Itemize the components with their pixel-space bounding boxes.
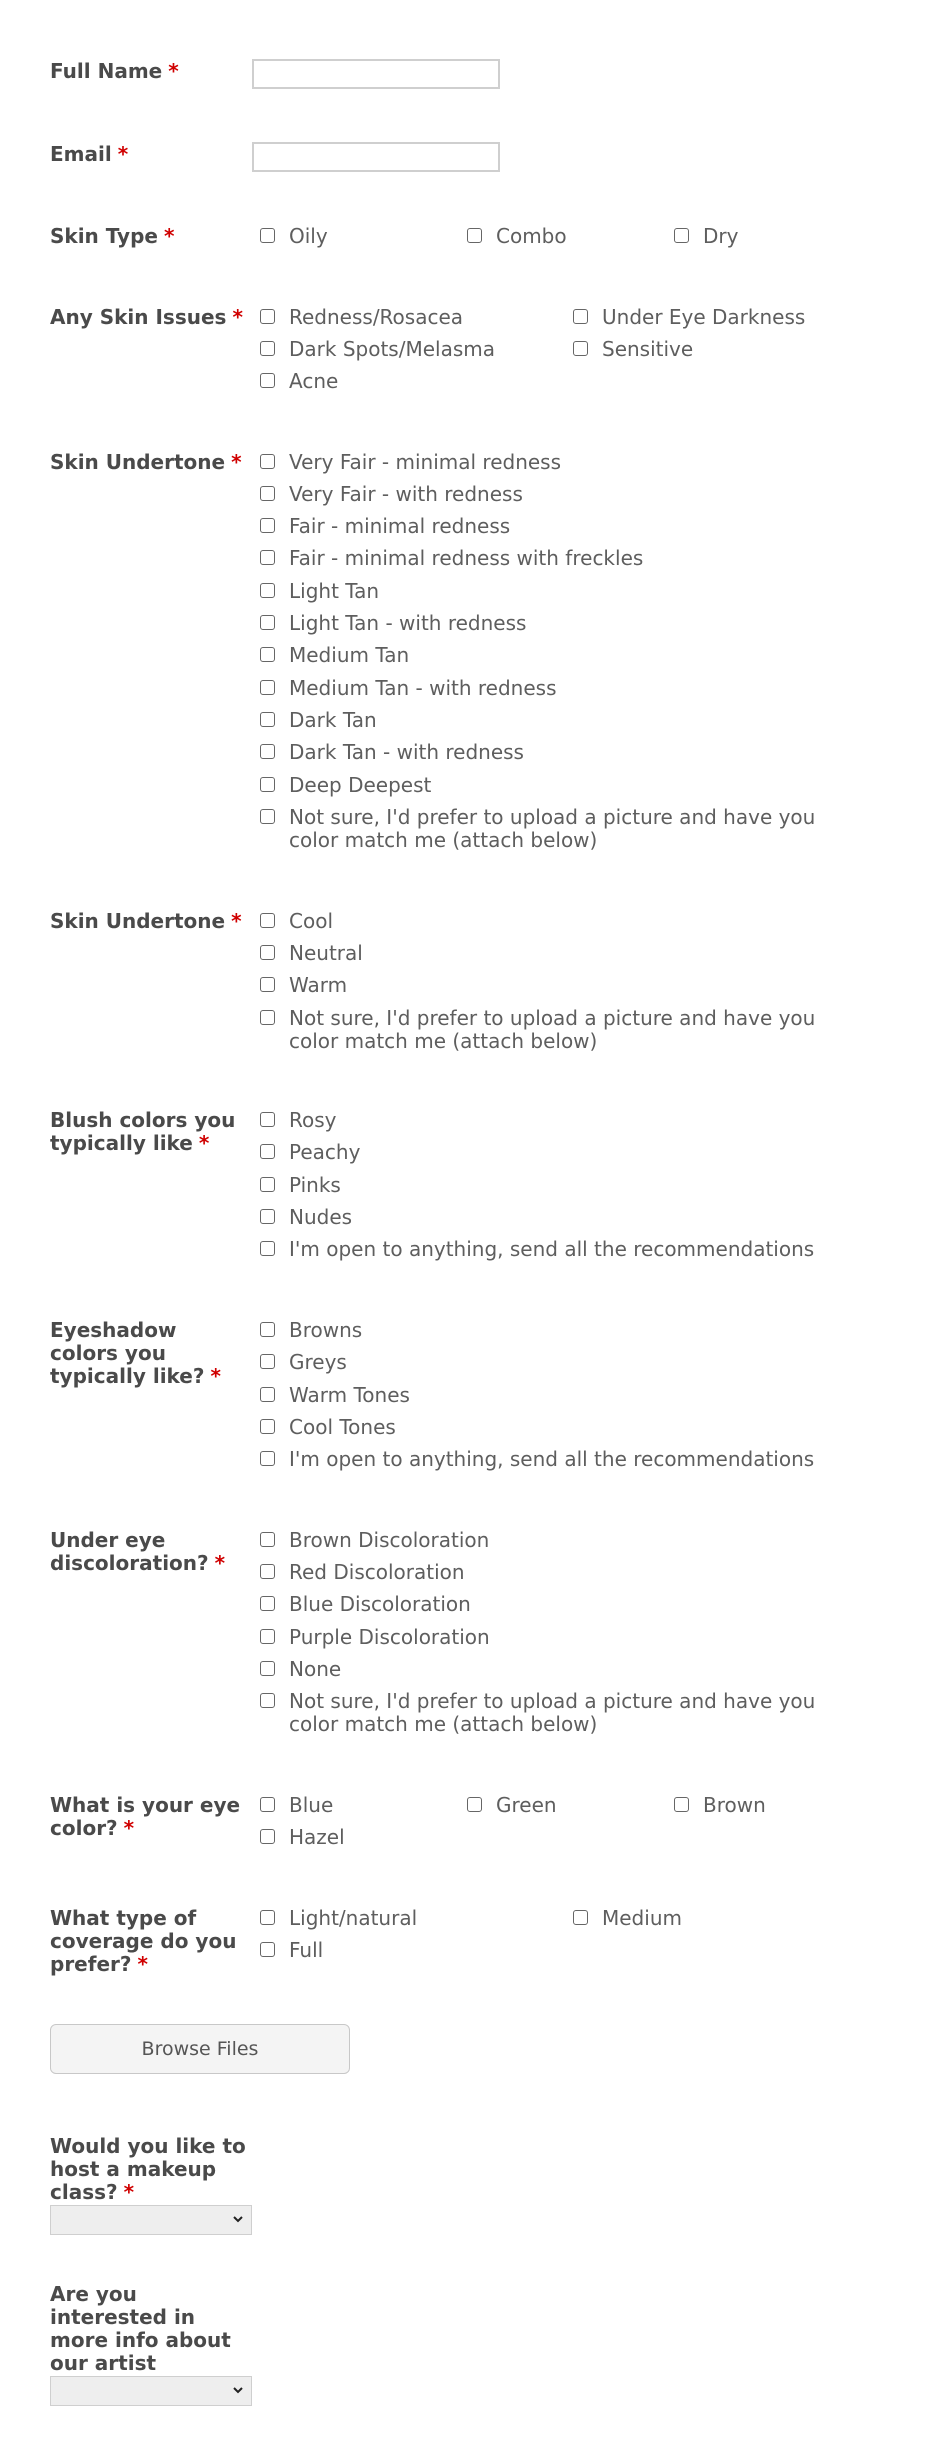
checkbox[interactable] bbox=[467, 228, 482, 243]
blush-colors-row bbox=[50, 1109, 910, 1264]
checkbox[interactable] bbox=[260, 373, 275, 388]
skin-undertone-2-label: Skin Undertone * bbox=[50, 909, 242, 933]
checkbox[interactable] bbox=[260, 309, 275, 324]
undertone-option[interactable]: Light Tan bbox=[260, 580, 379, 603]
checkbox[interactable] bbox=[260, 647, 275, 662]
email-row bbox=[50, 142, 910, 178]
checkbox[interactable] bbox=[260, 1829, 275, 1844]
blush-option[interactable]: Rosy bbox=[260, 1109, 337, 1132]
makeup-class-row bbox=[50, 2135, 910, 2235]
makeup-class-label: Would you like to host a makeup class? * bbox=[50, 2134, 246, 2204]
skin-issue-option[interactable]: Acne bbox=[260, 370, 338, 393]
under-eye-row bbox=[50, 1529, 910, 1739]
undertone-2-option[interactable]: Warm bbox=[260, 974, 347, 997]
checkbox[interactable] bbox=[260, 1661, 275, 1676]
coverage-label: What type of coverage do you prefer? * bbox=[50, 1906, 237, 1976]
eyeshadow-option[interactable]: Greys bbox=[260, 1351, 347, 1374]
undertone-option[interactable]: Not sure, I'd prefer to upload a picture and have you color match me (attach below) bbox=[260, 806, 860, 852]
checkbox[interactable] bbox=[260, 1112, 275, 1127]
undertone-option[interactable]: Deep Deepest bbox=[260, 774, 431, 797]
checkbox[interactable] bbox=[260, 341, 275, 356]
undertone-2-option[interactable]: Neutral bbox=[260, 942, 363, 965]
artist-program-select[interactable] bbox=[50, 2376, 252, 2406]
checkbox[interactable] bbox=[260, 680, 275, 695]
under-eye-option[interactable]: Red Discoloration bbox=[260, 1561, 465, 1584]
checkbox[interactable] bbox=[467, 1797, 482, 1812]
checkbox[interactable] bbox=[260, 777, 275, 792]
checkbox[interactable] bbox=[260, 1177, 275, 1192]
undertone-option[interactable]: Light Tan - with redness bbox=[260, 612, 526, 635]
required-mark: * bbox=[232, 305, 243, 329]
undertone-option[interactable]: Very Fair - minimal redness bbox=[260, 451, 561, 474]
checkbox[interactable] bbox=[260, 1532, 275, 1547]
checkbox[interactable] bbox=[573, 309, 588, 324]
artist-program-row bbox=[50, 2283, 910, 2408]
full-name-row bbox=[50, 59, 910, 95]
under-eye-option[interactable]: Not sure, I'd prefer to upload a picture and have you color match me (attach below) bbox=[260, 1690, 860, 1736]
checkbox[interactable] bbox=[260, 1693, 275, 1708]
makeup-class-select[interactable] bbox=[50, 2205, 252, 2235]
checkbox[interactable] bbox=[260, 1209, 275, 1224]
blush-option[interactable]: I'm open to anything, send all the recommendations bbox=[260, 1238, 814, 1261]
checkbox[interactable] bbox=[260, 518, 275, 533]
checkbox[interactable] bbox=[260, 1144, 275, 1159]
eye-color-row bbox=[50, 1794, 910, 1854]
checkbox[interactable] bbox=[260, 712, 275, 727]
checkbox[interactable] bbox=[674, 1797, 689, 1812]
coverage-option[interactable]: Light/natural bbox=[260, 1907, 417, 1930]
checkbox[interactable] bbox=[260, 1387, 275, 1402]
email-label: Email * bbox=[50, 142, 129, 166]
checkbox[interactable] bbox=[260, 486, 275, 501]
skin-issues-row bbox=[50, 306, 910, 396]
undertone-option[interactable]: Dark Tan - with redness bbox=[260, 741, 524, 764]
required-mark: * bbox=[163, 224, 175, 248]
checkbox[interactable] bbox=[260, 583, 275, 598]
checkbox[interactable] bbox=[260, 1322, 275, 1337]
undertone-option[interactable]: Medium Tan - with redness bbox=[260, 677, 557, 700]
checkbox[interactable] bbox=[674, 228, 689, 243]
blush-option[interactable]: Nudes bbox=[260, 1206, 352, 1229]
coverage-option[interactable]: Full bbox=[260, 1939, 323, 1962]
checkbox[interactable] bbox=[260, 1596, 275, 1611]
eyeshadow-colors-label: Eyeshadow colors you typically like? * bbox=[50, 1318, 221, 1388]
checkbox[interactable] bbox=[573, 1910, 588, 1925]
eye-color-option[interactable]: Hazel bbox=[260, 1826, 345, 1849]
undertone-option[interactable]: Fair - minimal redness bbox=[260, 515, 510, 538]
eyeshadow-option[interactable]: I'm open to anything, send all the recommendations bbox=[260, 1448, 814, 1471]
skin-type-option[interactable]: Dry bbox=[674, 225, 738, 248]
artist-program-label: Are you interested in more info about our artist bbox=[50, 2283, 250, 2398]
checkbox[interactable] bbox=[260, 1010, 275, 1025]
browse-files-button[interactable]: Browse Files bbox=[50, 2024, 350, 2074]
skin-type-row bbox=[50, 225, 910, 255]
checkbox[interactable] bbox=[260, 454, 275, 469]
full-name-label: Full Name * bbox=[50, 59, 179, 83]
undertone-option[interactable]: Very Fair - with redness bbox=[260, 483, 523, 506]
skin-type-option[interactable]: Combo bbox=[467, 225, 567, 248]
skin-type-option[interactable]: Oily bbox=[260, 225, 328, 248]
under-eye-option[interactable]: Purple Discoloration bbox=[260, 1626, 490, 1649]
skin-issue-option[interactable]: Under Eye Darkness bbox=[573, 306, 805, 329]
skin-undertone-row bbox=[50, 451, 910, 856]
skin-issue-option[interactable]: Sensitive bbox=[573, 338, 693, 361]
coverage-option[interactable]: Medium bbox=[573, 1907, 682, 1930]
eye-color-option[interactable]: Blue bbox=[260, 1794, 333, 1817]
required-mark: * bbox=[214, 1551, 226, 1575]
blush-option[interactable]: Pinks bbox=[260, 1174, 341, 1197]
checkbox[interactable] bbox=[260, 945, 275, 960]
checkbox[interactable] bbox=[260, 1564, 275, 1579]
checkbox[interactable] bbox=[260, 228, 275, 243]
full-name-input[interactable] bbox=[252, 59, 500, 89]
checkbox[interactable] bbox=[260, 1241, 275, 1256]
checkbox[interactable] bbox=[260, 913, 275, 928]
eye-color-option[interactable]: Brown bbox=[674, 1794, 766, 1817]
checkbox[interactable] bbox=[260, 1354, 275, 1369]
required-mark: * bbox=[168, 59, 179, 83]
skin-undertone-2-row bbox=[50, 910, 910, 1055]
eyeshadow-option[interactable]: Cool Tones bbox=[260, 1416, 396, 1439]
blush-colors-label: Blush colors you typically like * bbox=[50, 1108, 236, 1155]
required-mark: * bbox=[231, 909, 242, 933]
checkbox[interactable] bbox=[573, 341, 588, 356]
checkbox[interactable] bbox=[260, 977, 275, 992]
skin-undertone-label: Skin Undertone * bbox=[50, 450, 242, 474]
checkbox[interactable] bbox=[260, 550, 275, 565]
under-eye-option[interactable]: Brown Discoloration bbox=[260, 1529, 489, 1552]
required-mark: * bbox=[123, 2180, 135, 2204]
checkbox[interactable] bbox=[260, 744, 275, 759]
under-eye-option[interactable]: Blue Discoloration bbox=[260, 1593, 471, 1616]
checkbox[interactable] bbox=[260, 809, 275, 824]
checkbox[interactable] bbox=[260, 615, 275, 630]
checkbox[interactable] bbox=[260, 1419, 275, 1434]
required-mark: * bbox=[231, 450, 242, 474]
email-input[interactable] bbox=[252, 142, 500, 172]
checkbox[interactable] bbox=[260, 1797, 275, 1812]
under-eye-label: Under eye discoloration? * bbox=[50, 1528, 226, 1575]
undertone-2-option[interactable]: Cool bbox=[260, 910, 333, 933]
chevron-down-icon bbox=[231, 2382, 245, 2398]
checkbox[interactable] bbox=[260, 1629, 275, 1644]
required-mark: * bbox=[198, 1131, 210, 1155]
eye-color-option[interactable]: Green bbox=[467, 1794, 557, 1817]
checkbox[interactable] bbox=[260, 1451, 275, 1466]
chevron-down-icon bbox=[231, 2211, 245, 2227]
checkbox[interactable] bbox=[260, 1910, 275, 1925]
under-eye-option[interactable]: None bbox=[260, 1658, 341, 1681]
eyeshadow-option[interactable]: Warm Tones bbox=[260, 1384, 410, 1407]
required-mark: * bbox=[137, 1952, 148, 1976]
undertone-option[interactable]: Medium Tan bbox=[260, 644, 409, 667]
undertone-2-option[interactable]: Not sure, I'd prefer to upload a picture and have you color match me (attach below) bbox=[260, 1007, 860, 1053]
eyeshadow-colors-row bbox=[50, 1319, 910, 1474]
blush-option[interactable]: Peachy bbox=[260, 1141, 360, 1164]
skin-issue-option[interactable]: Dark Spots/Melasma bbox=[260, 338, 495, 361]
undertone-option[interactable]: Fair - minimal redness with freckles bbox=[260, 547, 643, 570]
skin-type-label: Skin Type * bbox=[50, 224, 175, 248]
skin-issues-label: Any Skin Issues * bbox=[50, 305, 243, 329]
undertone-option[interactable]: Dark Tan bbox=[260, 709, 377, 732]
required-mark: * bbox=[210, 1364, 221, 1388]
required-mark: * bbox=[117, 142, 129, 166]
coverage-row bbox=[50, 1907, 910, 1987]
eyeshadow-option[interactable]: Browns bbox=[260, 1319, 362, 1342]
checkbox[interactable] bbox=[260, 1942, 275, 1957]
eye-color-label: What is your eye color? * bbox=[50, 1793, 241, 1840]
skin-issue-option[interactable]: Redness/Rosacea bbox=[260, 306, 463, 329]
required-mark: * bbox=[123, 1816, 135, 1840]
